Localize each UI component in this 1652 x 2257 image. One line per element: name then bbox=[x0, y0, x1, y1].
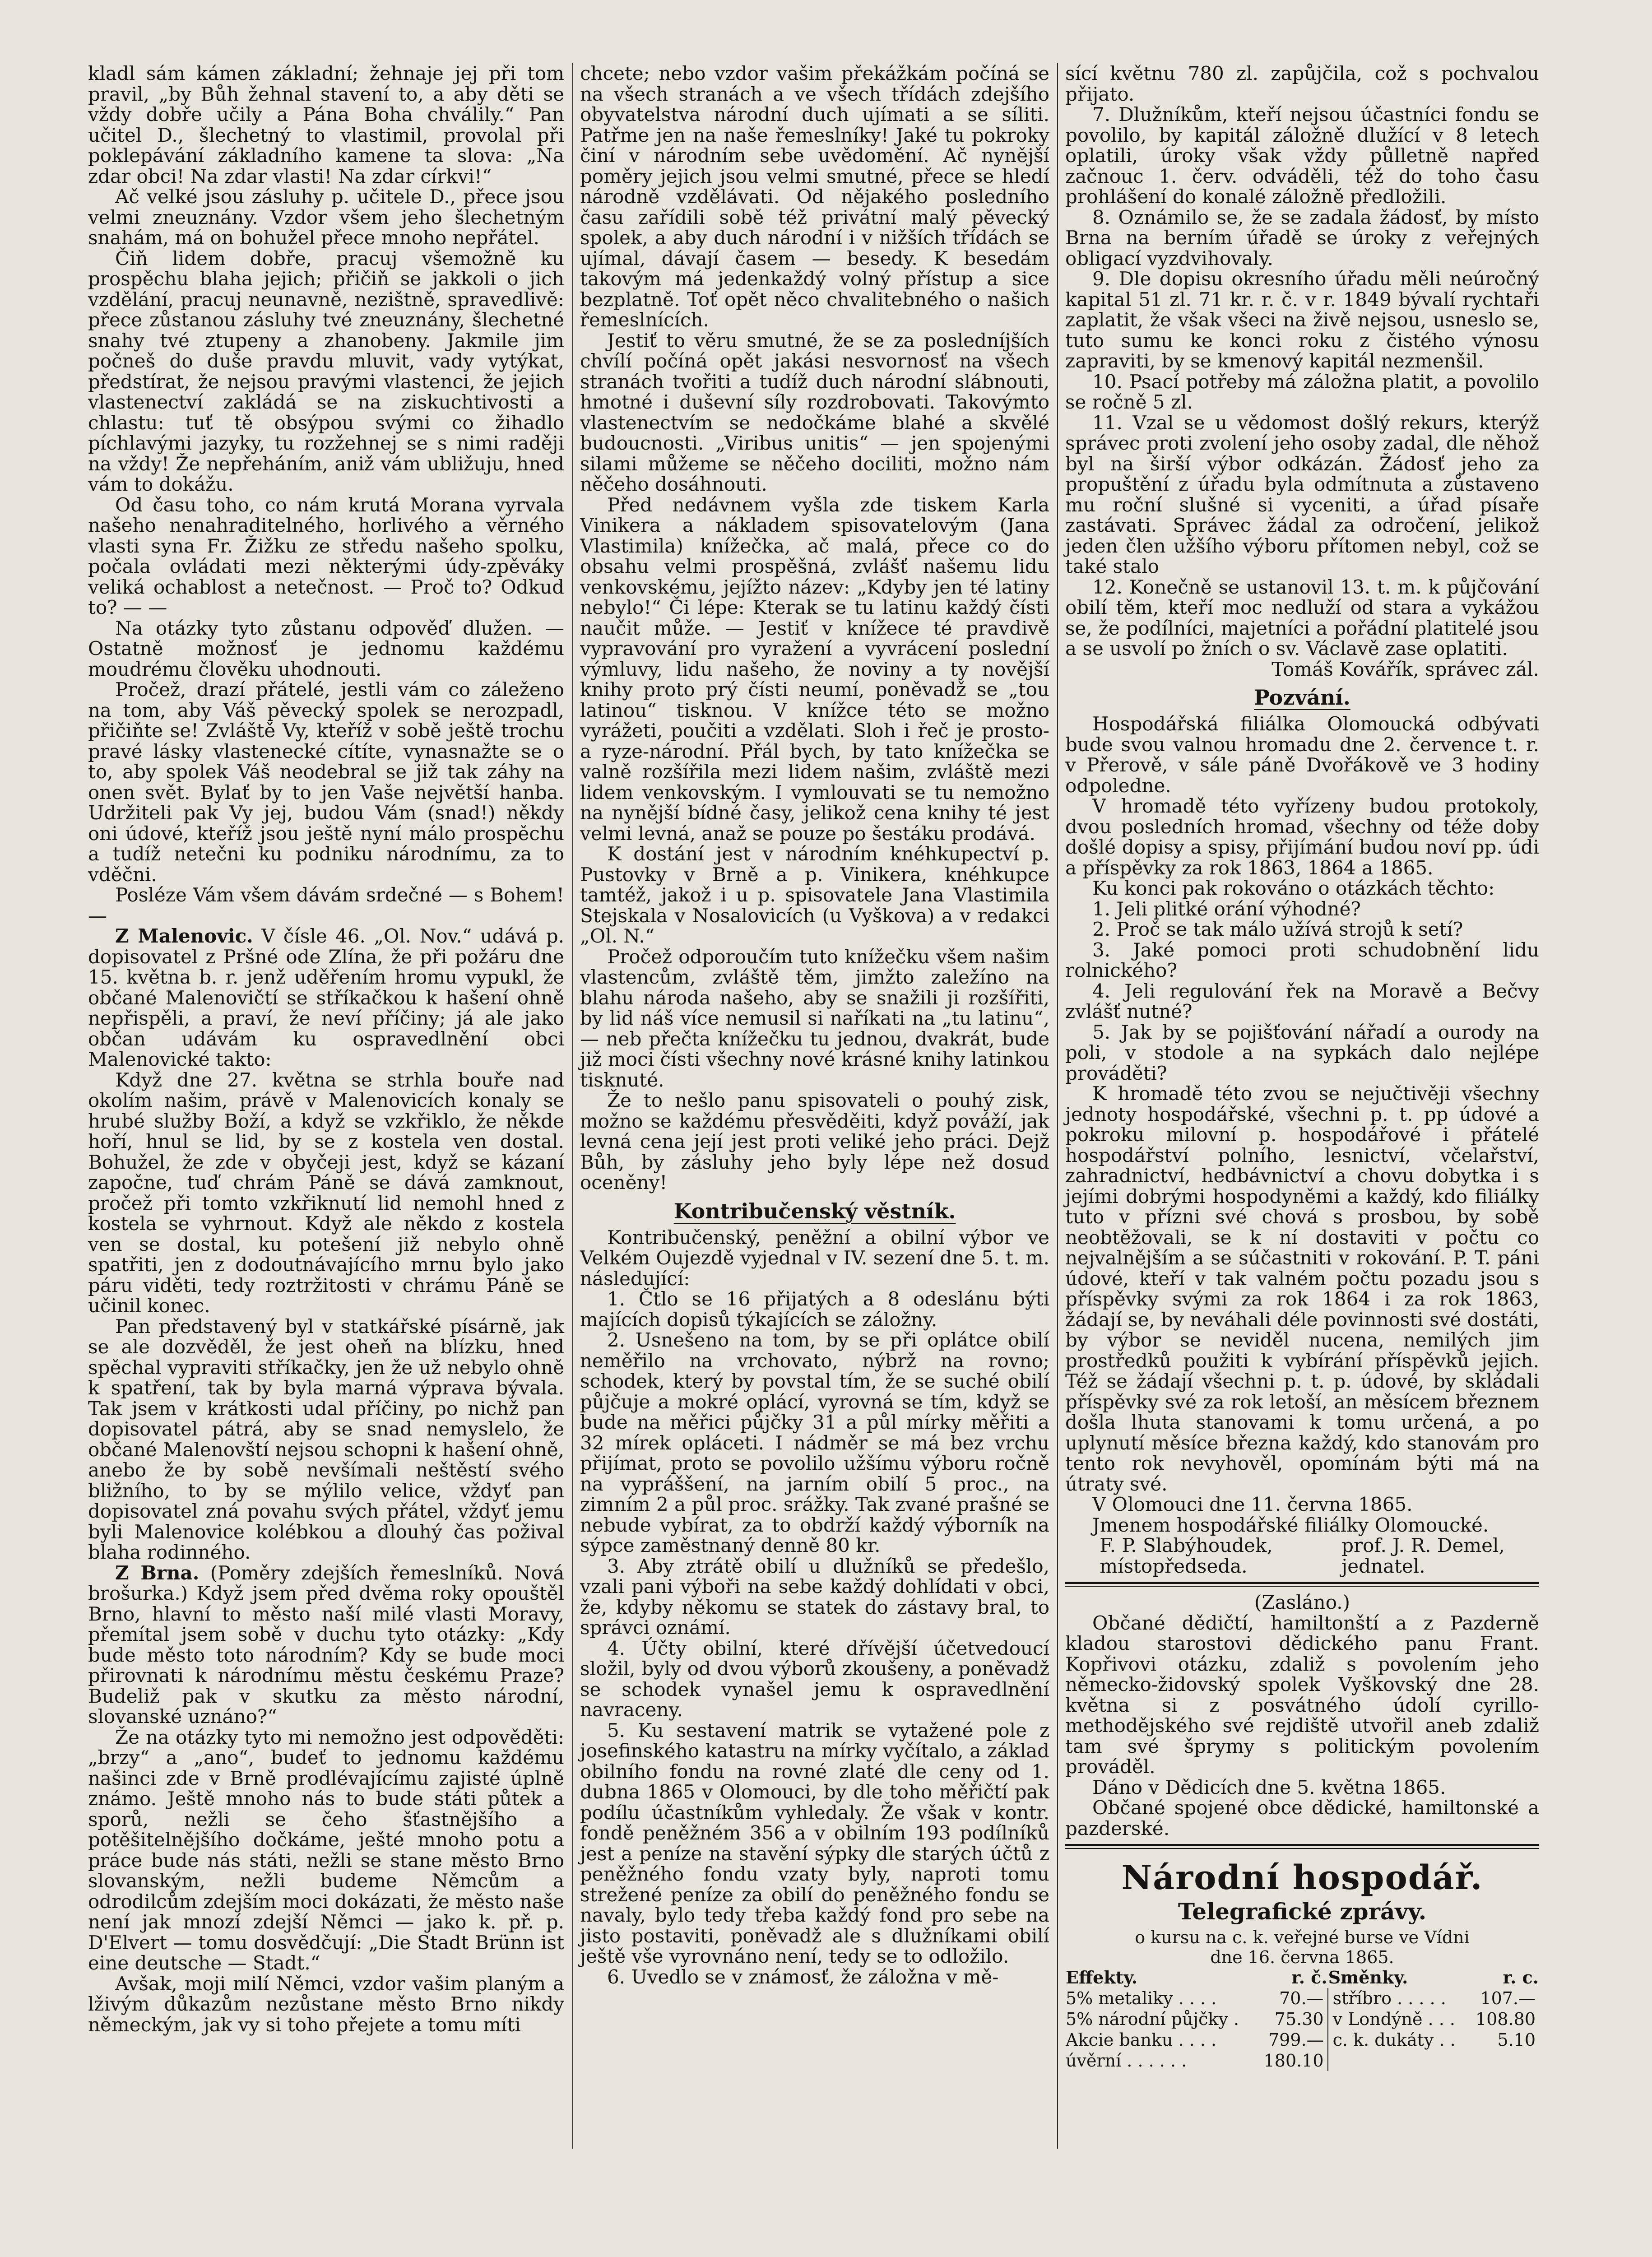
paragraph: 3. Aby ztrátě obilí u dlužníků se předešlo, vzali pani výboři na sebe každý dohlídati v obci, že, kdyby někomu se statek do zástavy bral, to správci oznámí. bbox=[580, 1555, 1049, 1639]
paragraph: Občané spojené obce dědické, hamiltonské a pazderské. bbox=[1065, 1797, 1539, 1839]
column-rule bbox=[572, 63, 573, 2149]
paragraph: Avšak, moji milí Němci, vzdor vašim planým a lživým důkazům nezůstane město Brno nikdy německým, jak vy si toho přejete a tomu míti bbox=[88, 1972, 564, 2036]
paragraph: Kontribučenský, peněžní a obilní výbor ve Velkém Oujezdě vyjednal v IV. sezení dne 5. t. m. následující: bbox=[580, 1226, 1049, 1290]
question-item: 2. Proč se tak málo užívá strojů k setí? bbox=[1092, 918, 1463, 940]
report-brno: Z Brna. (Poměry zdejších řemeslníků. Nová brošurka.) Když jsem před dvěma roky opouštěl Brno, hlavní to město naší milé vlasti Moravy, přemítal jsem sobě v duchu tyto otázky: „Kdy bude město toto národním? Kdy se bude moci přirovnati k národnímu městu českému Praze? Budeliž pak v skutku za město národní, slovanské uznáno?“ bbox=[88, 1561, 565, 1728]
paragraph: V hromadě této vyřízeny budou protokoly, dvou posledních hromad, všechny od téže doby došlé dopisy a spisy, přijímání budou noví pp. údi a příspěvky za rok 1863, 1864 a 1865. bbox=[1065, 795, 1539, 879]
paragraph: Před nedávnem vyšla zde tiskem Karla Vinikera a nákladem spisovatelovým (Jana Vlastimila) knížečka, ač malá, přece co do obsahu velmi prospěšná, zvlášť našemu lidu venkovskému, jejížto název: „Kdyby jen té latiny nebylo!“ Či lépe: Kterak se tu latinu každý čísti naučit může. — Jestiť v knížece té pravdivě vypravování pro vyražení a vyvrácení poslední výmluvy, lidu našeho, že noviny a ty novější knihy proto prý čísti neumí, poněvadž se „tou latinou“ tisknou. V knížce této se možno vyrážeti, poučiti a vzdělati. Sloh i řeč je prosto- a ryze-národní. Přál bych, by tato knížečka se valně rozšířila mezi lidem našim, zvláště mezi lidem venkovským. I vymlouvati se tu nemožno na nynější bídné časy, jelikož cena knihy té jest velmi levná, anaž se pouze po šestáku prodává. bbox=[580, 493, 1049, 845]
paragraph: Od času toho, co nám krutá Morana vyrvala našeho nenahraditelného, horlivého a věrného vlasti syna Fr. Žižku ze středu našeho spolku, počala ovládati mezi některými údy-zpěváky veliká ochablost a netečnost. — Proč to? Odkud to? — — bbox=[88, 493, 564, 618]
signature-block: F. P. Slabýhoudek, místopředseda. bbox=[1100, 1534, 1273, 1577]
signature: Tomáš Kovářík, správec zál. bbox=[1271, 658, 1539, 680]
paragraph: 1. Čtlo se 16 přijatých a 8 odeslánu býti majících dopisů týkajících se záložny. bbox=[580, 1288, 1049, 1331]
paragraph: Ku konci pak rokováno o otázkách těchto: bbox=[1092, 877, 1495, 899]
table-row: 5% metaliky . . . . 70.— stříbro . . . . . 107.— bbox=[1066, 1988, 1536, 2008]
paragraph: K dostání jest v národním knéhkupectví p. Pustovky v Brně a p. Vinikera, knéhkupce tamtéž, jakož i u p. spisovatele Jana Vlastimila Stejskala v Nosalovicích (u Vyškova) a v redakci „Ol. N.“ bbox=[580, 843, 1049, 947]
question-item: 3. Jaké pomoci proti schudobnění lidu rolnického? bbox=[1065, 938, 1539, 981]
paragraph: 11. Vzal se u vědomost došlý rekurs, kterýž správec proti zvolení jeho osoby zadal, dle něhož byl na širší výbor odkázán. Žádosť jeho za propuštění z úřadu byla odmítnuta a zůstaveno mu roční slušné si vyceniti, a úřad písaře zastávati. Správec žádal za odročení, jelikož jeden člen užšího výboru přítomen nebyl, což se také stalo bbox=[1065, 411, 1539, 577]
section-heading: Kontribučenský věstník. bbox=[673, 1198, 956, 1223]
paragraph: Jestiť to věru smutné, že se za posledníjších chvílí počíná opět jakási nesvornosť na všech stranách tvořiti a tudíž duch národní slábnouti, hmotné i duševní síly rozdrobovati. Takovýmto vlastenectvím se nedočkáme blahé a skvělé budoucnosti. „Viribus unitis“ — jen spojenými silami můžeme se něčeho dociliti, možno nám něčeho dosáhnouti. bbox=[580, 329, 1049, 495]
exchange-date: dne 16. června 1865. bbox=[1210, 1947, 1394, 1967]
paragraph: Pročež odporoučím tuto knížečku všem našim vlastencům, zvláště těm, jimžto zaležíno na blahu národa našeho, aby se snažili ji rozšířiti, by lid náš více nemusil si naříkati na „tu latinu“, — neb přečta knížečku tu jednou, dvakrát, bude již moci čísti všechny nové krásné knihy latinkou tisknuté. bbox=[580, 945, 1049, 1091]
paragraph: Že to nešlo panu spisovateli o pouhý zisk, možno se každému přesvěděiti, když pováží, jak levná cena její jest proti veliké jeho práci. Dejž Bůh, by zásluhy jeho byly lépe než dosud oceněny! bbox=[580, 1089, 1049, 1194]
column-rule bbox=[1057, 63, 1058, 2149]
table-header: Effekty. r. č. Směnky. r. c. bbox=[1066, 1967, 1539, 1988]
paragraph: kladl sám kámen základní; žehnaje jej při tom pravil, „by Bůh žehnal stavení to, a aby děti se vždy dobře učily a Pána Boha chválily.“ Pan učitel D., šlechetný to vlastimil, provolal při poklepávání základního kamene ta slova: „Na zdar obci! Na zdar vlasti! Na zdar církvi!“ bbox=[88, 62, 564, 187]
paragraph: Pročež, drazí přátelé, jestli vám co záleženo na tom, aby Váš pěvecký spolek se nerozpadl, přičiňte se! Zvláště Vy, kteříž v sobě ještě trochu pravé lásky vlastenecké cítíte, vynasnažte se o to, aby spolek Váš neodebral se již tak záhy na onen svět. Bylať by to jen Vaše největší hanba. Udržiteli pak Vy jej, budou Vám (snad!) někdy oni údové, kteříž jsou ještě nyní málo prospěchu a tudíž netečni ku podniku národnímu, za to vděčni. bbox=[88, 678, 564, 886]
question-item: 1. Jeli plitké orání výhodné? bbox=[1092, 897, 1361, 920]
paragraph: chcete; nebo vzdor vašim překážkám počíná se na všech stranách a ve všech třídách zdejšího obyvatelstva národní duch ujímati a se síliti. Patřme jen na naše řemeslníky! Jaké tu pokroky činí v národním sebe uvědomění. Ač nynější poměry jejich jsou velmi smutné, přece se hledí národně vzdělávati. Od nějakého posledního času zařídili sobě též privátní malý pěvecký spolek, a aby duch národní i v nižších třídách se ujímal, dávají časem — besedy. K besedám takovým má jedenkaždý volný přístup a sice bezplatně. Toť opět něco chvalitebného o našich řemeslnících. bbox=[580, 62, 1049, 331]
column-2 bbox=[580, 63, 1049, 1987]
table-row: 5% národní půjčky . 75.30 v Londýně . . . 108.80 bbox=[1066, 2009, 1536, 2029]
paragraph: Ač velké jsou zásluhy p. učitele D., přece jsou velmi zneuznány. Vzdor všem jeho šlechetným snahám, má on bohužel přece mnoho nepřátel. bbox=[88, 186, 564, 249]
section-label: (Zasláno.) bbox=[1254, 1591, 1350, 1613]
paragraph: Čiň lidem dobře, pracuj všemožně ku prospěchu blaha jejich; přičiň se jakkoli o jich vzdělání, pracuj neunavně, nezištně, spravedlivě: přece zůstanou zásluhy tvé zneuznány, šlechetné snahy tvé ztupeny a zhanobeny. Jakmile jim počneš do duše pravdu mluvit, vady vytýkat, předstírat, že nejsou pravými vlastenci, že jejich vlastenectví zakládá se na ziskuchtivosti a chlastu: tuť tě obsýpou svými co žihadlo píchlavými jazyky, tu rozžehnej se s nimi raději na vždy! Že nepřeháním, aniž vám ubližuju, hned vám to dokážu. bbox=[88, 247, 564, 495]
column-1 bbox=[88, 63, 564, 2035]
column-3 bbox=[1065, 63, 1539, 2071]
divider bbox=[1065, 1844, 1539, 1849]
paragraph: 5. Ku sestavení matrik se vytažené pole z josefinského katastru na mírky vyčítalo, a základ obilního fondu na rovné zlaté dle ceny od 1. dubna 1865 v Olomouci, by dle toho měřičtí pak podílu účastníkům vyhledaly. Že však v kontr. fondě peněžném 356 a v obilním 193 podílníků jest a peníze na stavění sýpky dle starých účtů z peněžného fondu vzaty byly, naproti tomu strežené peníze za obilí do peněžného fondu se navaly, bylo tedy třeba každý fond pro sebe na jisto postaviti, poněvadž ale s dlužníkami obilí ještě vše vyrovnáno není, tedy se to odložilo. bbox=[580, 1719, 1049, 1967]
signatures bbox=[1065, 1535, 1539, 1576]
question-item: 5. Jak by se pojišťování nářadí a ourody na poli, v stodole a na sypkách dalo nejlépe prováděti? bbox=[1065, 1021, 1539, 1084]
paragraph: 7. Dlužníkům, kteří nejsou účastníci fondu se povolilo, by kapitál záložně dlužící v 8 letech oplatili, úroky však vždy půlletně napřed začnouc 1. červ. odváděli, též do toho času prohlášení do konalé záložně předložili. bbox=[1065, 103, 1539, 208]
exchange-caption: o kursu na c. k. veřejné burse ve Vídni bbox=[1135, 1927, 1470, 1947]
question-item: 4. Jeli regulování řek na Moravě a Bečvy zvlášť nutné? bbox=[1065, 980, 1539, 1022]
paragraph: K hromadě této zvou se nejučtivěji všechny jednoty hospodářské, všechni p. t. pp údové a pokroku milovní p. hospodářové i přátelé hospodářství polního, lesnictví, včelařství, zahradnictví, hedbávnictví a chovu dobytka i s jejími dobrými hospodyněmi a každý, kdo filiálky tuto v přízni své chová s prosbou, by sobě neobtěžovali, se k ní dostaviti v počtu co nejvalnějším a se súčastniti v rokování. P. T. páni údové, kteří v tak valném počtu pozadu jsou s příspěvky svými za rok 1864 i za rok 1863, žádají se, by neváhali déle povinnosti své dostáti, by výbor se neviděl nucena, nemilých jim prostředků použiti k vybírání příspěvků jejich. Též se žádají všechni p. t. p. údové, by skládali příspěvky své za rok letoší, an měsícem březnem došla lhuta stanovami k tomu určená, a po uplynutí měsíce března každý, kdo stanovám pro tento rok nevyhověl, opomínám býti má na útraty své. bbox=[1065, 1082, 1539, 1495]
dateline: Z Malenovic. bbox=[115, 925, 253, 947]
subsection-title: Telegrafické zprávy. bbox=[1178, 1898, 1427, 1925]
table-row: úvěrní . . . . . . 180.10 bbox=[1065, 2050, 1539, 2071]
paragraph: sící květnu 780 zl. zapůjčila, což s pochvalou přijato. bbox=[1065, 62, 1539, 105]
paragraph: Že na otázky tyto mi nemožno jest odpověděti: „brzy“ a „ano“, budeť to jednomu každému našinci zde v Brně prodlévajícímu zajisté úplně známo. Ještě mnoho nás to bude státi půtek a sporů, nežli se čeho šťastnějšího a potěšitelnějšího dočkáme, ješté mnoho potu a práce bude nás státi, nežli se stane město Brno slovanským, nežli budeme Němcům a odrodilcům zdejším moci dokázati, že město naše není jak mnozí zdejší Němci — jako k. př. p. D'Elvert — tomu dosvědčují: „Die Stadt Brünn ist eine deutsche — Stadt.“ bbox=[88, 1726, 564, 1974]
section-heading: Pozvání. bbox=[1254, 685, 1350, 710]
paragraph: V Olomouci dne 11. června 1865. bbox=[1092, 1493, 1413, 1515]
dateline: Z Brna. bbox=[115, 1561, 200, 1584]
divider bbox=[1065, 1582, 1539, 1587]
paragraph: Jmenem hospodářské filiálky Olomoucké. bbox=[1092, 1514, 1489, 1536]
paragraph: Pan představený byl v statkářské písárně, jak se ale dozvěděl, že jest oheň na blízku, hned spěchal vypraviti stříkačky, jen že už nebylo ohně k spatření, tak by byla marná výprava bývala. Tak jsem v krátkosti udal příčiny, po nichž pan dopisovatel pátrá, aby se snad nemyslelo, že občané Malenovští nejsou schopni k hašení ohně, anebo že by sobě nevšímali neštěstí svého bližního, to by se mýlilo velice, vždyť pan dopisovatel zná povahu svých přátel, vždyť jemu byli Malenovice kolébkou a dlouhý čas požival blaha rodinného. bbox=[88, 1315, 564, 1563]
paragraph: 12. Konečně se ustanovil 13. t. m. k půjčování obilí těm, kteří moc nedluží od stara a vykážou se, že podílníci, majetníci a pořádní platitelé jsou a se usvolí po žních o sv. Václavě zase oplatiti. bbox=[1065, 576, 1539, 659]
paragraph: 9. Dle dopisu okresního úřadu měli neúročný kapital 51 zl. 71 kr. r. č. v r. 1849 bývalí rychtaři zaplatit, že však všeci na živě nejsou, usneslo se, tuto sumu ke konci roku z čistého výnosu zapraviti, by se kmenový kapitál nezmenšil. bbox=[1065, 268, 1539, 372]
paragraph: Hospodářská filiálka Olomoucká odbývati bude svou valnou hromadu dne 2. července t. r. v Přerově, v sále páně Dvořákově ve 3 hodiny odpoledne. bbox=[1065, 713, 1539, 797]
paragraph: 4. Účty obilní, které dřívější účetvedoucí složil, byly od dvou výborů zkoušeny, a poněvadž se schodek vynašel jemu k ospravedlnění navraceny. bbox=[580, 1637, 1049, 1721]
signature-block: prof. J. R. Demel, jednatel. bbox=[1341, 1534, 1505, 1577]
paragraph: 2. Usnešeno na tom, by se při oplátce obilí neměřilo na vrchovato, nýbrž na rovno; schodek, který by povstal tím, že se suché obilí půjčuje a mokré oplácí, vyrovná se tím, když se bude na měřici půjčky 31 a půl mírky měřiti a 32 mírek opláceti. I nádměr se má bez vrchu přijímat, proto se povolilo užšímu výboru ročně na vypráššení, na jarním obilí 5 proc., na zimním 2 a půl proc. srážky. Tak zvané prašné se nebude vybírat, za to obdrží každý výborník na sýpce zaměstnaný denně 80 kr. bbox=[580, 1329, 1049, 1556]
paragraph: Posléze Vám všem dávám srdečné — s Bohem! — bbox=[88, 884, 564, 927]
section-title: Národní hospodář. bbox=[1121, 1858, 1483, 1897]
paragraph: Když dne 27. května se strhla bouře nad okolím našim, právě v Malenovicích konaly se hrubé služby Boží, a když se vzkřiklo, že někde hoří, hnul se lid, by se z kostela ven dostal. Bohužel, že zde v obyčeji jest, když se kázaní započne, tuď chrám Páně se dává zamknout, pročež při tomto vzkřiknutí lid nemohl hned z kostela se vyhrnout. Když ale někdo z kostela ven se dostal, ku potešení již nebylo ohně spatřiti, jen z dodoutnávajícího mrnu bylo jako páru viděti, tedy roztržitosti v chrámu Páně se učinil konec. bbox=[88, 1068, 564, 1317]
exchange-rates-table bbox=[1065, 1967, 1539, 2071]
paragraph: Na otázky tyto zůstanu odpověď dlužen. — Ostatně možnosť je jednomu každému moudrému člověku uhodnouti. bbox=[88, 617, 564, 680]
paragraph: 10. Psací potřeby má záložna platit, a povolilo se ročně 5 zl. bbox=[1065, 370, 1539, 413]
paragraph: Občané dědičtí, hamiltonští a z Pazderně kladou starostovi dědického panu Frant. Kopřivovi otázku, zdaliž s povolením jeho německo-židovský spolek Vyškovský dne 28. května si z posvátného údolí cyrillo-methodějského své rejdiště utvořil aneb zdaliž tam své šprymy s politickým povolením prováděl. bbox=[1065, 1611, 1539, 1778]
paragraph: 6. Uvedlo se v známosť, že záložna v mě- bbox=[607, 1965, 999, 1988]
paragraph: Dáno v Dědicích dne 5. května 1865. bbox=[1092, 1776, 1446, 1798]
table-row: Akcie banku . . . . 799.— c. k. dukáty . . 5.10 bbox=[1066, 2030, 1536, 2050]
paragraph: 8. Oznámilo se, že se zadala žádosť, by místo Brna na berním úřadě se úroky z veřejných obligací vyzdvihovaly. bbox=[1065, 206, 1539, 269]
report-malenovice: Z Malenovic. V čísle 46. „Ol. Nov.“ udává p. dopisovatel z Pršné ode Zlína, že při požáru dne 15. května b. r. jenž uděřením hromu vypukl, že občané Malenovičtí se stříkačkou k hašení ohně nepřispěli, a praví, že neví příčiny; já ale jako občan udávám ku ospravedlnění obci Malenovické takto: bbox=[88, 925, 564, 1070]
